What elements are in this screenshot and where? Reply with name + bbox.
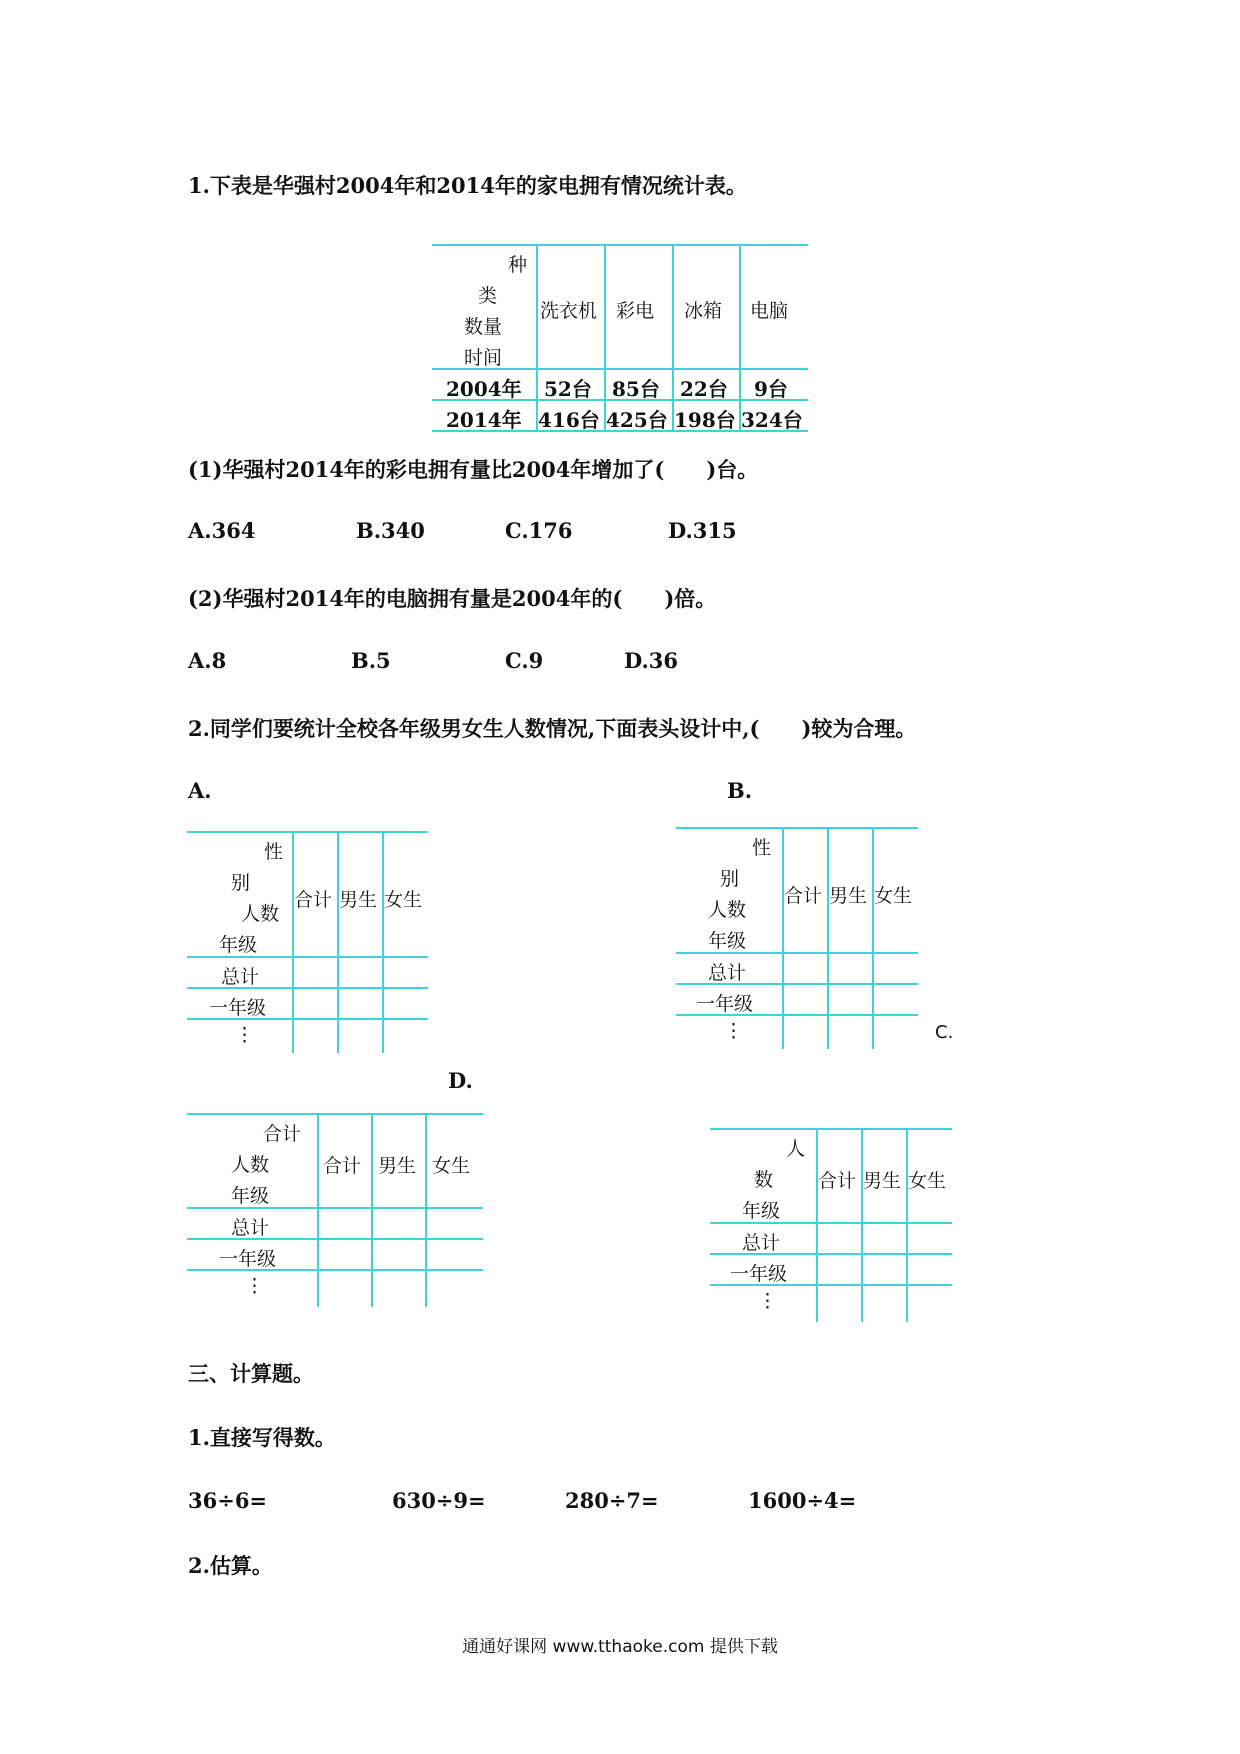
- option-1-1-a: A.364: [188, 518, 256, 543]
- col-header: 男生: [339, 889, 378, 911]
- col-header: 合计: [294, 889, 333, 911]
- row-label-2014: 2014年: [446, 408, 522, 432]
- section-3-title: 三、计算题。: [188, 1361, 314, 1386]
- option-1-1-c: C.176: [505, 518, 573, 543]
- row-label: ⋮: [724, 1020, 743, 1042]
- header-diag-kind: 种: [508, 254, 528, 276]
- option-label-d: D.: [448, 1068, 473, 1093]
- diag-label: 性: [264, 841, 284, 863]
- header-table-a: [187, 831, 428, 1053]
- calc-item-1: 36÷6=: [188, 1488, 268, 1513]
- section-3-2-title: 2.估算。: [188, 1553, 273, 1578]
- diag-label: 别: [720, 868, 740, 890]
- header-diag-time: 时间: [464, 347, 503, 369]
- col-header: 合计: [784, 885, 823, 907]
- row-label: ⋮: [758, 1290, 777, 1312]
- cell-2014-tv: 425台: [606, 408, 668, 432]
- cell-2004-washer: 52台: [544, 377, 592, 401]
- calc-item-2: 630÷9=: [392, 1488, 486, 1513]
- cell-2004-computer: 9台: [754, 377, 788, 401]
- cell-2014-washer: 416台: [538, 408, 600, 432]
- question-1-title: 1.下表是华强村2004年和2014年的家电拥有情况统计表。: [188, 173, 747, 198]
- row-label: 一年级: [209, 997, 267, 1019]
- cell-2014-computer: 324台: [741, 408, 803, 432]
- cell-2004-fridge: 22台: [680, 377, 728, 401]
- question-1-2-text: (2)华强村2014年的电脑拥有量是2004年的( )倍。: [188, 586, 717, 611]
- diag-label: 人数: [708, 899, 747, 921]
- header-table-c: [187, 1113, 483, 1307]
- diag-label: 合计: [263, 1123, 302, 1145]
- col-header-fridge: 冰箱: [684, 300, 723, 322]
- option-1-2-d: D.36: [624, 648, 678, 673]
- col-header: 女生: [874, 885, 913, 907]
- row-label: 总计: [708, 962, 747, 984]
- row-label: ⋮: [235, 1024, 254, 1046]
- row-label: 一年级: [696, 993, 754, 1015]
- col-header: 女生: [432, 1155, 471, 1177]
- diag-label: 人数: [241, 903, 280, 925]
- header-table-d: [710, 1128, 952, 1322]
- row-label: 总计: [231, 1217, 270, 1239]
- calc-item-4: 1600÷4=: [748, 1488, 857, 1513]
- row-label: 总计: [221, 966, 260, 988]
- col-header: 合计: [818, 1170, 857, 1192]
- col-header-computer: 电脑: [750, 300, 789, 322]
- option-1-1-b: B.340: [356, 518, 425, 543]
- option-1-2-c: C.9: [505, 648, 544, 673]
- question-2-title: 2.同学们要统计全校各年级男女生人数情况,下面表头设计中,( )较为合理。: [188, 716, 917, 741]
- row-label: 一年级: [730, 1263, 788, 1285]
- diag-label: 年级: [231, 1185, 270, 1207]
- col-header: 女生: [384, 889, 423, 911]
- appliance-table: [432, 244, 808, 434]
- row-label: 总计: [742, 1232, 781, 1254]
- cell-2004-tv: 85台: [612, 377, 660, 401]
- header-table-b: [676, 827, 918, 1049]
- header-diag-quantity: 数量: [464, 316, 503, 338]
- option-1-1-d: D.315: [668, 518, 737, 543]
- col-header: 男生: [863, 1170, 902, 1192]
- option-label-c: C.: [935, 1022, 954, 1043]
- row-label: ⋮: [245, 1275, 264, 1297]
- option-1-2-a: A.8: [188, 648, 227, 673]
- option-label-b: B.: [727, 778, 753, 803]
- diag-label: 人: [786, 1138, 806, 1160]
- header-diag-kind-2: 类: [478, 285, 498, 307]
- cell-2014-fridge: 198台: [674, 408, 736, 432]
- diag-label: 性: [752, 837, 772, 859]
- diag-label: 年级: [219, 934, 258, 956]
- col-header: 男生: [829, 885, 868, 907]
- section-3-1-title: 1.直接写得数。: [188, 1425, 336, 1450]
- col-header-washer: 洗衣机: [540, 300, 598, 322]
- diag-label: 年级: [742, 1200, 781, 1222]
- col-header-tv: 彩电: [616, 300, 655, 322]
- row-label-2004: 2004年: [446, 377, 522, 401]
- col-header: 男生: [378, 1155, 417, 1177]
- calc-item-3: 280÷7=: [565, 1488, 659, 1513]
- question-1-1-text: (1)华强村2014年的彩电拥有量比2004年增加了( )台。: [188, 457, 759, 482]
- col-header: 女生: [908, 1170, 947, 1192]
- diag-label: 别: [231, 872, 251, 894]
- option-label-a: A.: [188, 778, 212, 803]
- footer-watermark: 通通好课网 www.tthaoke.com 提供下载: [462, 1637, 778, 1657]
- diag-label: 人数: [231, 1154, 270, 1176]
- diag-label: 数: [754, 1169, 774, 1191]
- col-header: 合计: [323, 1155, 362, 1177]
- diag-label: 年级: [708, 930, 747, 952]
- option-1-2-b: B.5: [351, 648, 391, 673]
- row-label: 一年级: [219, 1248, 277, 1270]
